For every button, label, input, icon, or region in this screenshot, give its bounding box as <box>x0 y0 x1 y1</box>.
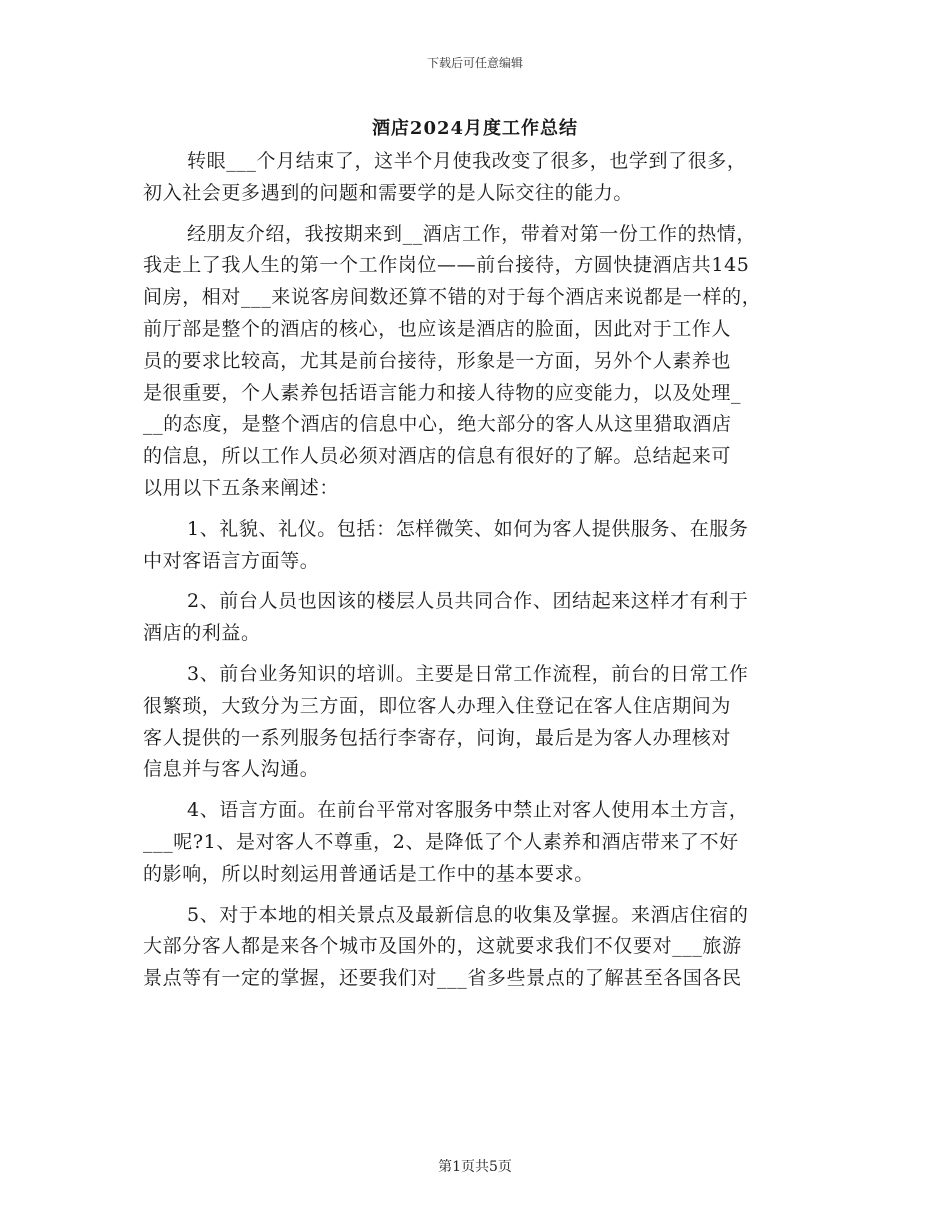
text-line: 转眼___个月结束了，这半个月使我改变了很多，也学到了很多， <box>187 150 747 172</box>
text-line: 的影响，所以时刻运用普通话是工作中的基本要求。 <box>143 862 594 885</box>
paragraph <box>143 146 823 210</box>
text-line: 1、礼貌、礼仪。包括：怎样微笑、如何为客人提供服务、在服务 <box>187 517 749 540</box>
page-number-footer: 第1页共5页 <box>438 1159 512 1175</box>
text-line: 大部分客人都是来各个城市及国外的，这就要求我们不仅要对___旅游 <box>143 935 742 958</box>
text-line: 经朋友介绍，我按期来到__酒店工作，带着对第一份工作的热情， <box>187 222 757 245</box>
text-line: 客人提供的一系列服务包括行李寄存，问询，最后是为客人办理核对 <box>143 726 732 749</box>
text-line: 员的要求比较高，尤其是前台接待，形象是一方面，另外个人素养也 <box>143 349 732 372</box>
text-line: 5、对于本地的相关景点及最新信息的收集及掌握。来酒店住宿的 <box>187 903 749 926</box>
paragraph <box>143 219 823 505</box>
paragraph <box>143 659 823 786</box>
text-line: 以用以下五条来阐述： <box>143 476 340 499</box>
document-body <box>143 146 823 995</box>
text-line: 是很重要，个人素养包括语言能力和接人待物的应变能力，以及处理_ <box>143 381 742 404</box>
document-title: 酒店2024月度工作总结 <box>371 118 579 139</box>
text-line: 4、语言方面。在前台平常对客服务中禁止对客人使用本土方言， <box>187 799 749 822</box>
text-line: 初入社会更多遇到的问题和需要学的是人际交往的能力。 <box>143 181 634 204</box>
text-line: 中对客语言方面等。 <box>143 549 320 572</box>
paragraph <box>143 900 823 995</box>
text-line: 间房，相对___来说客房间数还算不错的对于每个酒店来说都是一样的， <box>143 286 762 309</box>
text-line: 前厅部是整个的酒店的核心，也应该是酒店的脸面，因此对于工作人 <box>143 317 732 340</box>
page-header-note: 下载后可任意编辑 <box>426 56 523 70</box>
paragraph <box>143 514 823 578</box>
text-line: 2、前台人员也因该的楼层人员共同合作、团结起来这样才有利于 <box>187 590 749 613</box>
text-line: 的信息，所以工作人员必须对酒店的信息有很好的了解。总结起来可 <box>143 445 732 468</box>
text-line: __的态度，是整个酒店的信息中心，绝大部分的客人从这里猎取酒店 <box>143 413 732 436</box>
paragraph <box>143 586 823 650</box>
text-line: 酒店的利益。 <box>143 622 261 645</box>
text-line: ___呢?1、是对客人不尊重，2、是降低了个人素养和酒店带来了不好 <box>143 830 739 853</box>
text-line: 3、前台业务知识的培训。主要是日常工作流程，前台的日常工作 <box>187 662 749 685</box>
text-line: 我走上了我人生的第一个工作岗位——前台接待，方圆快捷酒店共145 <box>143 254 750 277</box>
paragraph <box>143 795 823 890</box>
text-line: 信息并与客人沟通。 <box>143 758 320 781</box>
text-line: 景点等有一定的掌握，还要我们对___省多些景点的了解甚至各国各民 <box>143 967 742 990</box>
text-line: 很繁琐，大致分为三方面，即位客人办理入住登记在客人住店期间为 <box>143 694 732 717</box>
